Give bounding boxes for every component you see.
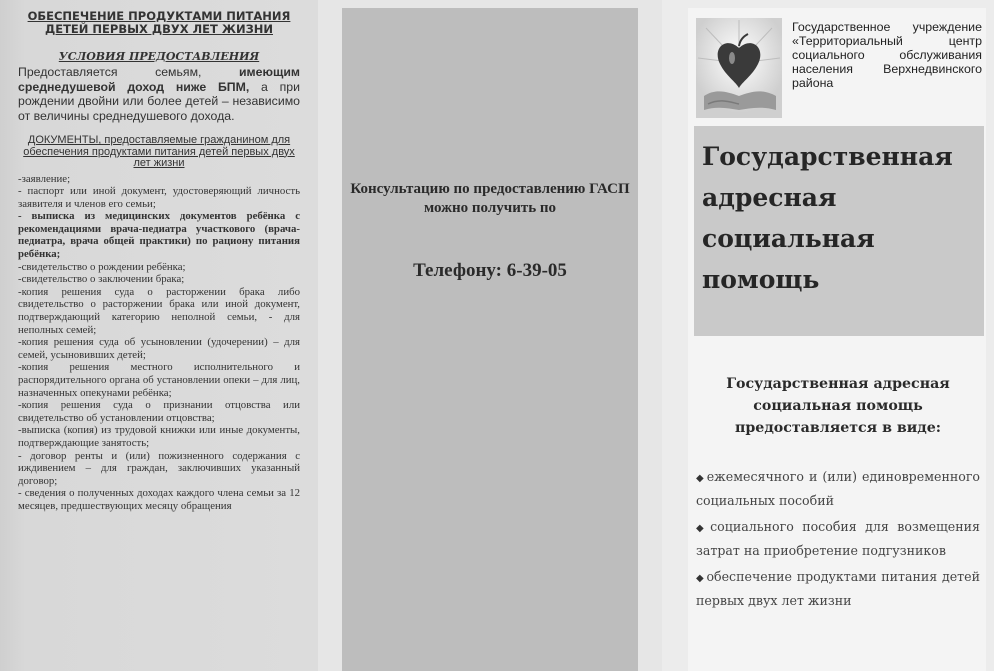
right-panel bbox=[662, 0, 994, 671]
left-panel bbox=[0, 0, 318, 671]
document-list-item: -копия решения суда об усыновлении (удочерении) – для семей, усыновивших детей; bbox=[18, 336, 300, 361]
diamond-bullet-icon: ◆ bbox=[696, 523, 709, 534]
title-box bbox=[694, 126, 984, 336]
assistance-form-item bbox=[696, 566, 980, 612]
left-panel-content bbox=[18, 10, 300, 513]
conditions-text-1: Предоставляется семьям, bbox=[18, 65, 239, 79]
cover-page bbox=[688, 8, 986, 671]
document-list-item: -заявление; bbox=[18, 172, 71, 185]
consultation-box bbox=[342, 8, 638, 671]
conditions-text-2: а при рождении двойни или более детей – независимо от величины среднедушевого дохода. bbox=[18, 79, 301, 123]
document-list-item: -свидетельство о рождении ребёнка; bbox=[18, 260, 186, 273]
assistance-form-item bbox=[696, 516, 980, 562]
left-panel-title: ОБЕСПЕЧЕНИЕ ПРОДУКТАМИ ПИТАНИЯ ДЕТЕЙ ПЕРВЫХ ДВУХ ЛЕТ ЖИЗНИ bbox=[27, 9, 291, 36]
document-list-item: -копия решения суда о расторжении брака либо свидетельство о расторжении брака или иной документ, подтверждающий категорию неполной семьи, - для неполных семей; bbox=[18, 285, 300, 336]
document-list-item: - договор ренты и (или) пожизненного содержания с иждивением – для граждан, заключивших указанный договор; bbox=[18, 449, 300, 487]
consultation-text: Консультацию по предоставлению ГАСП можно получить по bbox=[350, 181, 630, 216]
provision-heading: Государственная адресная социальная помощь предоставляется в виде: bbox=[726, 376, 950, 436]
conditions-text-bold: имеющим среднедушевой доход ниже БПМ, bbox=[18, 65, 300, 94]
document-list-item: -свидетельство о заключении брака; bbox=[18, 273, 185, 286]
conditions-paragraph bbox=[18, 65, 300, 123]
assistance-form-text: ежемесячного и (или) единовременного социальных пособий bbox=[696, 469, 980, 508]
document-list-item: -копия решения местного исполнительного и распорядительного органа об установлении опеки – для лиц, назначенных опекунами ребёнка; bbox=[18, 361, 300, 399]
assistance-form-item bbox=[696, 466, 980, 512]
middle-panel bbox=[318, 0, 662, 671]
organization-name: Государственное учреждение «Территориальный центр социального обслуживания населения Верхнедвинского района bbox=[792, 20, 982, 90]
diamond-bullet-icon: ◆ bbox=[696, 573, 705, 584]
assistance-form-text: социального пособия для возмещения затрат на приобретение подгузников bbox=[696, 519, 980, 558]
main-title: Государственная адресная социальная помощь bbox=[702, 142, 953, 294]
document-list-item: - паспорт или иной документ, удостоверяющий личность заявителя и членов его семьи; bbox=[18, 185, 300, 210]
documents-heading: ДОКУМЕНТЫ, предоставляемые гражданином для обеспечения продуктами питания детей первых двух лет жизни bbox=[23, 134, 295, 169]
phone-number: Телефону: 6-39-05 bbox=[413, 260, 567, 281]
assistance-form-text: обеспечение продуктами питания детей первых двух лет жизни bbox=[696, 569, 980, 608]
heart-apple-in-hands-logo-icon bbox=[696, 18, 782, 118]
documents-list bbox=[18, 173, 300, 513]
assistance-forms-list bbox=[696, 466, 980, 616]
document-list-item: - сведения о полученных доходах каждого члена семьи за 12 месяцев, предшествующих месяцу обращения bbox=[18, 487, 300, 512]
diamond-bullet-icon: ◆ bbox=[696, 473, 705, 484]
document-list-item: - выписка из медицинских документов ребёнка с рекомендациями врача-педиатра участкового (врача-педиатра, врача общей практики) по рациону питания ребёнка; bbox=[18, 210, 300, 261]
document-list-item: -выписка (копия) из трудовой книжки или иные документы, подтверждающие занятость; bbox=[18, 424, 300, 449]
conditions-heading: УСЛОВИЯ ПРЕДОСТАВЛЕНИЯ bbox=[58, 50, 260, 63]
document-list-item: -копия решения суда о признании отцовства или свидетельство об установлении отцовства; bbox=[18, 399, 300, 424]
